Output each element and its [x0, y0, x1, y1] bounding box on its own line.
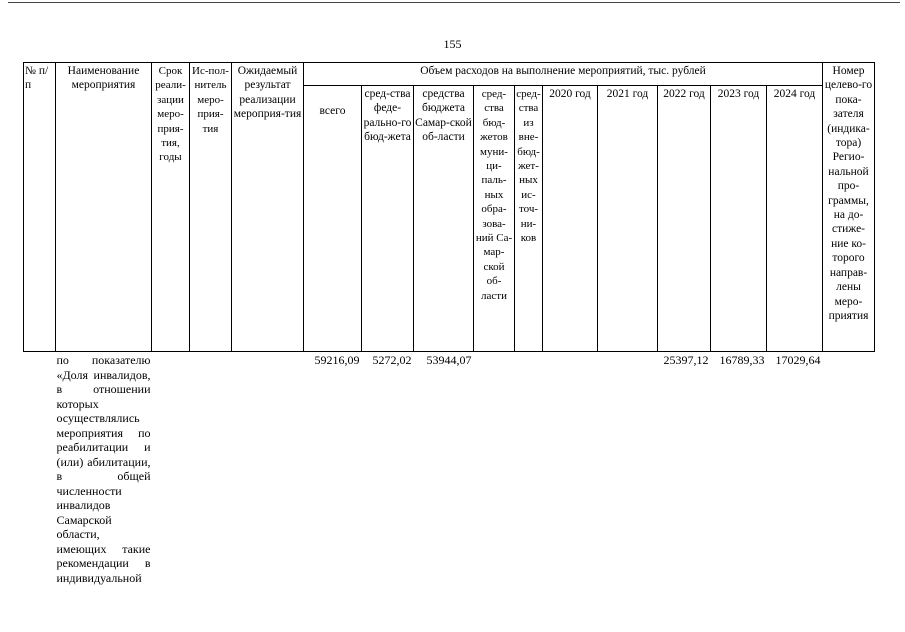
subheader-offbudget: сред-ства из вне-бюд-жет-ных ис-точ-ни-ков	[515, 86, 543, 352]
cell-result	[232, 352, 304, 605]
subheader-2022: 2022 год	[658, 86, 711, 352]
cell-2020	[543, 352, 598, 605]
cell-2022: 25397,12	[658, 352, 711, 605]
cell-indicator	[823, 352, 875, 605]
subheader-2021: 2021 год	[598, 86, 658, 352]
cell-municipal	[474, 352, 515, 605]
subheader-total: всего	[304, 86, 362, 352]
header-term: Срок реали-зации меро-прия-тия, годы	[152, 63, 190, 352]
cell-regional: 53944,07	[414, 352, 474, 605]
header-name: Наименование мероприятия	[56, 63, 152, 352]
subheader-2024: 2024 год	[767, 86, 823, 352]
cell-description: по показателю «Доля инвалидов, в отношении которых осуществлялись мероприятия по реабилитации и (или) абилитации, в общей численности инвалидов Самарской области, имеющих такие рекомендации в индивидуальной	[56, 352, 152, 605]
subheader-2020: 2020 год	[543, 86, 598, 352]
header-result: Ожидаемый результат реализации мероприя-тия	[232, 63, 304, 352]
header-indicator: Номер целево-го пока-зателя (индика-тора) Регио-нальной про-граммы, на до-стиже-ние ко-торого направ-лены меро-приятия	[823, 63, 875, 352]
cell-executor	[190, 352, 232, 605]
subheader-municipal: сред-ства бюд-жетов муни-ци-паль-ных обра-зова-ний Са-мар-ской об-ласти	[474, 86, 515, 352]
cell-total: 59216,09	[304, 352, 362, 605]
cell-term	[152, 352, 190, 605]
header-volume: Объем расходов на выполнение мероприятий, тыс. рублей	[304, 63, 823, 86]
header-num: № п/п	[24, 63, 56, 352]
subheader-2023: 2023 год	[711, 86, 767, 352]
cell-2024: 17029,64	[767, 352, 823, 605]
cell-offbudget	[515, 352, 543, 605]
header-executor: Ис-пол-нитель меро-прия-тия	[190, 63, 232, 352]
subheader-regional: средства бюджета Самар-ской об-ласти	[414, 86, 474, 352]
cell-2023: 16789,33	[711, 352, 767, 605]
expenses-table	[23, 62, 875, 604]
cell-2021	[598, 352, 658, 605]
subheader-federal: сред-ства феде-рально-го бюд-жета	[362, 86, 414, 352]
cell-federal: 5272,02	[362, 352, 414, 605]
cell-num	[24, 352, 56, 605]
table-row	[24, 352, 875, 605]
scan-edge-line	[8, 2, 900, 3]
page-number: 155	[443, 37, 462, 51]
